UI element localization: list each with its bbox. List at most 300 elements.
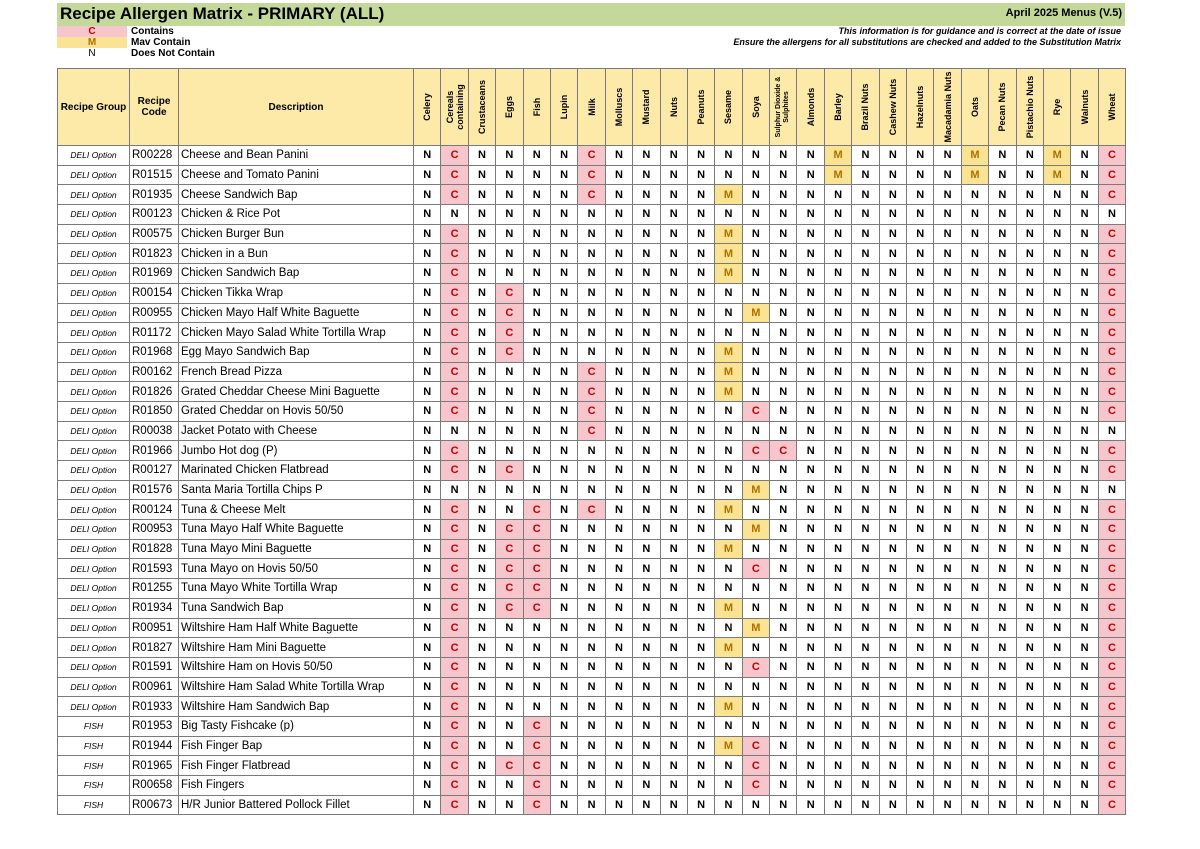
allergen-cell: N <box>715 421 742 441</box>
legend-code: M <box>57 37 127 48</box>
allergen-cell: N <box>1071 185 1098 205</box>
allergen-cell: N <box>907 185 934 205</box>
allergen-cell: N <box>1071 776 1098 796</box>
recipe-code: R01828 <box>130 539 179 559</box>
allergen-cell: C <box>1098 657 1125 677</box>
allergen-header <box>578 69 605 146</box>
allergen-cell: N <box>934 362 961 382</box>
allergen-cell: N <box>1043 480 1070 500</box>
allergen-cell: N <box>660 598 687 618</box>
allergen-cell: C <box>1098 401 1125 421</box>
allergen-cell: N <box>1043 657 1070 677</box>
allergen-cell: N <box>1043 795 1070 815</box>
allergen-cell: N <box>660 579 687 599</box>
allergen-cell: N <box>879 205 906 225</box>
allergen-cell: N <box>633 264 660 284</box>
allergen-cell: M <box>715 244 742 264</box>
allergen-cell: C <box>441 244 468 264</box>
allergen-label: Cereals containing <box>444 84 465 130</box>
allergen-cell: N <box>1016 795 1043 815</box>
allergen-cell: N <box>770 480 797 500</box>
allergen-cell: N <box>879 165 906 185</box>
legend-may-contain <box>57 37 357 48</box>
table-row <box>58 401 1126 421</box>
allergen-cell: C <box>441 382 468 402</box>
allergen-cell: N <box>1043 697 1070 717</box>
allergen-cell: C <box>1098 244 1125 264</box>
allergen-cell: N <box>1016 401 1043 421</box>
allergen-cell: N <box>414 303 441 323</box>
allergen-cell: C <box>441 303 468 323</box>
legend-label: Contains <box>131 26 174 37</box>
recipe-code: R01826 <box>130 382 179 402</box>
menu-edition: April 2025 Menus (V.5) <box>1005 7 1122 19</box>
table-row <box>58 657 1126 677</box>
allergen-cell: C <box>578 401 605 421</box>
allergen-cell: N <box>989 303 1016 323</box>
allergen-label: Brazil Nuts <box>860 83 871 131</box>
recipe-code: R00127 <box>130 461 179 481</box>
allergen-cell: N <box>1071 480 1098 500</box>
allergen-cell: C <box>1098 716 1125 736</box>
allergen-cell: N <box>660 283 687 303</box>
allergen-cell: N <box>852 520 879 540</box>
allergen-cell: N <box>989 756 1016 776</box>
allergen-cell: N <box>605 342 632 362</box>
allergen-cell: N <box>1043 716 1070 736</box>
allergen-label: Sulphur Dioxide & Sulphites <box>775 76 791 138</box>
legend-does-not-contain <box>57 48 357 59</box>
allergen-cell: N <box>605 283 632 303</box>
allergen-cell: C <box>1098 146 1125 166</box>
allergen-cell: N <box>742 677 769 697</box>
allergen-label: Pistachio Nuts <box>1024 75 1035 139</box>
allergen-cell: N <box>633 716 660 736</box>
allergen-cell: N <box>934 520 961 540</box>
allergen-cell: N <box>660 244 687 264</box>
allergen-cell: N <box>989 520 1016 540</box>
allergen-cell: N <box>934 264 961 284</box>
recipe-group: FISH <box>58 736 130 756</box>
recipe-group: DELI Option <box>58 401 130 421</box>
allergen-cell: N <box>797 559 824 579</box>
allergen-cell: N <box>742 382 769 402</box>
allergen-cell: N <box>824 500 851 520</box>
allergen-cell: N <box>633 224 660 244</box>
legend-label: Does Not Contain <box>131 48 215 59</box>
recipe-description: Chicken Burger Bun <box>179 224 414 244</box>
allergen-cell: N <box>633 480 660 500</box>
allergen-cell: N <box>1016 323 1043 343</box>
allergen-cell: N <box>687 205 714 225</box>
allergen-cell: N <box>605 146 632 166</box>
allergen-cell: N <box>1071 165 1098 185</box>
allergen-cell: N <box>1016 598 1043 618</box>
allergen-cell: C <box>441 776 468 796</box>
allergen-cell: N <box>414 756 441 776</box>
table-row <box>58 362 1126 382</box>
allergen-header <box>414 69 441 146</box>
notice-line: This information is for guidance and is correct at the date of issue <box>838 26 1121 36</box>
allergen-cell: N <box>1016 559 1043 579</box>
allergen-cell: N <box>1043 618 1070 638</box>
allergen-cell: C <box>523 500 550 520</box>
allergen-cell: N <box>1043 500 1070 520</box>
allergen-cell: N <box>414 618 441 638</box>
allergen-cell: N <box>414 638 441 658</box>
allergen-cell: N <box>605 559 632 579</box>
allergen-cell: N <box>742 579 769 599</box>
allergen-cell: C <box>523 776 550 796</box>
allergen-cell: N <box>715 205 742 225</box>
allergen-cell: N <box>660 480 687 500</box>
allergen-cell: N <box>1043 520 1070 540</box>
allergen-cell: N <box>742 205 769 225</box>
allergen-cell: N <box>605 421 632 441</box>
allergen-cell: N <box>414 421 441 441</box>
recipe-code: R01172 <box>130 323 179 343</box>
allergen-cell: N <box>496 421 523 441</box>
allergen-cell: N <box>523 283 550 303</box>
allergen-cell: N <box>770 677 797 697</box>
allergen-cell: N <box>496 401 523 421</box>
allergen-cell: N <box>770 657 797 677</box>
allergen-cell: N <box>687 539 714 559</box>
recipe-group: DELI Option <box>58 598 130 618</box>
allergen-cell: N <box>1016 480 1043 500</box>
allergen-cell: N <box>1071 618 1098 638</box>
allergen-cell: N <box>687 520 714 540</box>
allergen-cell: N <box>770 776 797 796</box>
recipe-description: Egg Mayo Sandwich Bap <box>179 342 414 362</box>
allergen-cell: N <box>414 264 441 284</box>
allergen-cell: N <box>797 362 824 382</box>
recipe-code: R00575 <box>130 224 179 244</box>
allergen-cell: N <box>961 539 988 559</box>
allergen-cell: N <box>907 736 934 756</box>
recipe-group: DELI Option <box>58 244 130 264</box>
recipe-group: DELI Option <box>58 500 130 520</box>
allergen-label: Eggs <box>504 96 515 119</box>
allergen-cell: N <box>1071 264 1098 284</box>
allergen-cell: N <box>687 441 714 461</box>
allergen-cell: N <box>687 323 714 343</box>
allergen-cell: N <box>961 461 988 481</box>
allergen-cell: N <box>523 303 550 323</box>
allergen-cell: N <box>1016 224 1043 244</box>
allergen-label: Crustaceans <box>476 79 487 135</box>
recipe-code: R00955 <box>130 303 179 323</box>
allergen-cell: N <box>852 461 879 481</box>
allergen-cell: N <box>1071 342 1098 362</box>
allergen-cell: N <box>496 441 523 461</box>
allergen-cell: N <box>852 146 879 166</box>
recipe-code: R01823 <box>130 244 179 264</box>
allergen-label: Sesame <box>723 89 734 125</box>
allergen-cell: N <box>934 579 961 599</box>
allergen-cell: N <box>797 500 824 520</box>
recipe-code: R01576 <box>130 480 179 500</box>
allergen-cell: N <box>715 480 742 500</box>
allergen-cell: N <box>852 283 879 303</box>
recipe-group: DELI Option <box>58 480 130 500</box>
allergen-cell: N <box>824 205 851 225</box>
allergen-cell: N <box>523 224 550 244</box>
allergen-cell: N <box>934 539 961 559</box>
allergen-cell: N <box>414 283 441 303</box>
allergen-cell: C <box>441 362 468 382</box>
allergen-cell: C <box>578 500 605 520</box>
allergen-header <box>907 69 934 146</box>
allergen-cell: N <box>934 559 961 579</box>
allergen-label: Barley <box>833 93 844 121</box>
allergen-cell: N <box>414 500 441 520</box>
allergen-cell: C <box>496 323 523 343</box>
allergen-cell: N <box>797 795 824 815</box>
allergen-cell: N <box>824 579 851 599</box>
allergen-cell: N <box>907 480 934 500</box>
allergen-cell: N <box>1016 579 1043 599</box>
allergen-cell: N <box>824 421 851 441</box>
allergen-cell: N <box>879 421 906 441</box>
allergen-cell: N <box>879 638 906 658</box>
allergen-cell: C <box>441 146 468 166</box>
allergen-cell: N <box>715 559 742 579</box>
allergen-cell: N <box>578 638 605 658</box>
allergen-cell: N <box>770 618 797 638</box>
allergen-cell: N <box>633 283 660 303</box>
allergen-cell: N <box>687 283 714 303</box>
allergen-cell: N <box>660 264 687 284</box>
recipe-group: DELI Option <box>58 697 130 717</box>
allergen-cell: N <box>742 244 769 264</box>
allergen-cell: N <box>934 165 961 185</box>
allergen-cell: N <box>1071 736 1098 756</box>
allergen-cell: C <box>523 559 550 579</box>
allergen-cell: C <box>496 756 523 776</box>
allergen-cell: N <box>468 441 495 461</box>
allergen-cell: N <box>1071 362 1098 382</box>
allergen-cell: N <box>550 500 577 520</box>
allergen-cell: C <box>523 756 550 776</box>
allergen-cell: N <box>907 697 934 717</box>
allergen-cell: N <box>1016 421 1043 441</box>
allergen-cell: N <box>907 362 934 382</box>
allergen-cell: N <box>633 697 660 717</box>
allergen-cell: N <box>824 342 851 362</box>
allergen-cell: N <box>605 579 632 599</box>
allergen-cell: N <box>660 776 687 796</box>
allergen-cell: N <box>879 224 906 244</box>
allergen-cell: N <box>989 362 1016 382</box>
allergen-cell: N <box>687 618 714 638</box>
allergen-cell: N <box>523 165 550 185</box>
recipe-group: DELI Option <box>58 579 130 599</box>
allergen-cell: N <box>605 382 632 402</box>
recipe-group: DELI Option <box>58 205 130 225</box>
allergen-cell: N <box>550 382 577 402</box>
allergen-cell: N <box>578 657 605 677</box>
allergen-cell: N <box>879 500 906 520</box>
allergen-cell: N <box>852 441 879 461</box>
allergen-cell: N <box>414 776 441 796</box>
allergen-cell: N <box>660 461 687 481</box>
allergen-cell: N <box>660 539 687 559</box>
allergen-cell: N <box>934 716 961 736</box>
allergen-cell: N <box>797 264 824 284</box>
recipe-group: FISH <box>58 756 130 776</box>
allergen-cell: N <box>523 618 550 638</box>
recipe-code: R00154 <box>130 283 179 303</box>
recipe-group: DELI Option <box>58 559 130 579</box>
allergen-cell: N <box>468 303 495 323</box>
recipe-group: DELI Option <box>58 618 130 638</box>
allergen-cell: N <box>1043 461 1070 481</box>
recipe-description: Cheese and Tomato Panini <box>179 165 414 185</box>
allergen-cell: N <box>523 638 550 658</box>
allergen-cell: N <box>907 618 934 638</box>
allergen-cell: N <box>633 244 660 264</box>
allergen-cell: N <box>797 461 824 481</box>
allergen-cell: C <box>441 579 468 599</box>
allergen-cell: N <box>605 500 632 520</box>
allergen-cell: N <box>907 716 934 736</box>
allergen-cell: N <box>605 461 632 481</box>
allergen-cell: N <box>605 264 632 284</box>
allergen-cell: N <box>852 657 879 677</box>
allergen-label: Walnuts <box>1079 89 1090 125</box>
allergen-cell: N <box>523 480 550 500</box>
allergen-cell: N <box>907 224 934 244</box>
recipe-description: Tuna Mayo on Hovis 50/50 <box>179 559 414 579</box>
allergen-cell: N <box>934 303 961 323</box>
allergen-cell: N <box>660 303 687 323</box>
allergen-label: Oats <box>970 97 980 118</box>
allergen-cell: C <box>441 795 468 815</box>
allergen-cell: N <box>824 362 851 382</box>
allergen-cell: N <box>414 520 441 540</box>
allergen-cell: C <box>578 382 605 402</box>
allergen-cell: M <box>715 500 742 520</box>
allergen-cell: N <box>934 244 961 264</box>
allergen-cell: N <box>578 205 605 225</box>
allergen-cell: N <box>770 303 797 323</box>
allergen-cell: N <box>824 756 851 776</box>
allergen-cell: N <box>852 756 879 776</box>
allergen-header <box>852 69 879 146</box>
allergen-cell: N <box>770 362 797 382</box>
recipe-description: Cheese Sandwich Bap <box>179 185 414 205</box>
recipe-group: FISH <box>58 716 130 736</box>
allergen-cell: N <box>468 224 495 244</box>
allergen-cell: N <box>824 618 851 638</box>
allergen-header <box>633 69 660 146</box>
recipe-code: R00124 <box>130 500 179 520</box>
allergen-cell: N <box>770 401 797 421</box>
allergen-header <box>441 69 468 146</box>
page-title: Recipe Allergen Matrix - PRIMARY (ALL) <box>60 4 385 23</box>
allergen-cell: N <box>989 165 1016 185</box>
allergen-cell: N <box>715 461 742 481</box>
allergen-label: Cashew Nuts <box>887 78 898 136</box>
allergen-header <box>1043 69 1070 146</box>
allergen-cell: N <box>687 500 714 520</box>
recipe-description: Tuna Mayo Mini Baguette <box>179 539 414 559</box>
allergen-cell: N <box>468 776 495 796</box>
allergen-cell: N <box>989 264 1016 284</box>
allergen-cell: N <box>961 303 988 323</box>
allergen-cell: C <box>441 342 468 362</box>
recipe-code: R01935 <box>130 185 179 205</box>
allergen-cell: N <box>660 559 687 579</box>
allergen-cell: N <box>414 401 441 421</box>
allergen-cell: N <box>907 421 934 441</box>
allergen-cell: N <box>414 244 441 264</box>
allergen-cell: N <box>770 205 797 225</box>
allergen-cell: C <box>742 401 769 421</box>
allergen-cell: N <box>578 756 605 776</box>
allergen-cell: N <box>961 480 988 500</box>
recipe-group: DELI Option <box>58 264 130 284</box>
allergen-cell: N <box>797 598 824 618</box>
allergen-cell: C <box>496 539 523 559</box>
notice-line: Ensure the allergens for all substitutions are checked and added to the Substitution Matrix <box>733 37 1121 47</box>
allergen-cell: N <box>550 362 577 382</box>
allergen-cell: N <box>550 185 577 205</box>
allergen-cell: M <box>1043 165 1070 185</box>
recipe-code: R01934 <box>130 598 179 618</box>
allergen-label: Milk <box>586 98 597 116</box>
allergen-cell: N <box>852 264 879 284</box>
allergen-cell: N <box>468 539 495 559</box>
allergen-cell: C <box>1098 579 1125 599</box>
allergen-cell: N <box>934 323 961 343</box>
allergen-cell: N <box>550 264 577 284</box>
allergen-cell: N <box>852 382 879 402</box>
allergen-cell: N <box>1071 598 1098 618</box>
allergen-cell: N <box>687 362 714 382</box>
allergen-cell: C <box>441 716 468 736</box>
table-row <box>58 382 1126 402</box>
allergen-cell: N <box>770 185 797 205</box>
allergen-cell: N <box>633 362 660 382</box>
allergen-cell: N <box>1043 244 1070 264</box>
allergen-cell: N <box>770 539 797 559</box>
allergen-cell: N <box>797 736 824 756</box>
allergen-cell: N <box>550 165 577 185</box>
allergen-cell: M <box>715 539 742 559</box>
allergen-cell: C <box>496 303 523 323</box>
recipe-group: DELI Option <box>58 382 130 402</box>
allergen-cell: N <box>550 224 577 244</box>
allergen-cell: N <box>1071 716 1098 736</box>
allergen-cell: N <box>578 697 605 717</box>
allergen-cell: N <box>468 638 495 658</box>
recipe-description: Cheese and Bean Panini <box>179 146 414 166</box>
allergen-cell: M <box>715 362 742 382</box>
recipe-group: DELI Option <box>58 323 130 343</box>
allergen-cell: N <box>824 539 851 559</box>
allergen-label: Pecan Nuts <box>997 82 1008 132</box>
recipe-code: R01966 <box>130 441 179 461</box>
allergen-cell: N <box>633 401 660 421</box>
allergen-cell: N <box>414 362 441 382</box>
recipe-description: Jumbo Hot dog (P) <box>179 441 414 461</box>
table-row <box>58 205 1126 225</box>
allergen-cell: N <box>633 205 660 225</box>
allergen-cell: M <box>715 638 742 658</box>
allergen-cell: N <box>989 441 1016 461</box>
